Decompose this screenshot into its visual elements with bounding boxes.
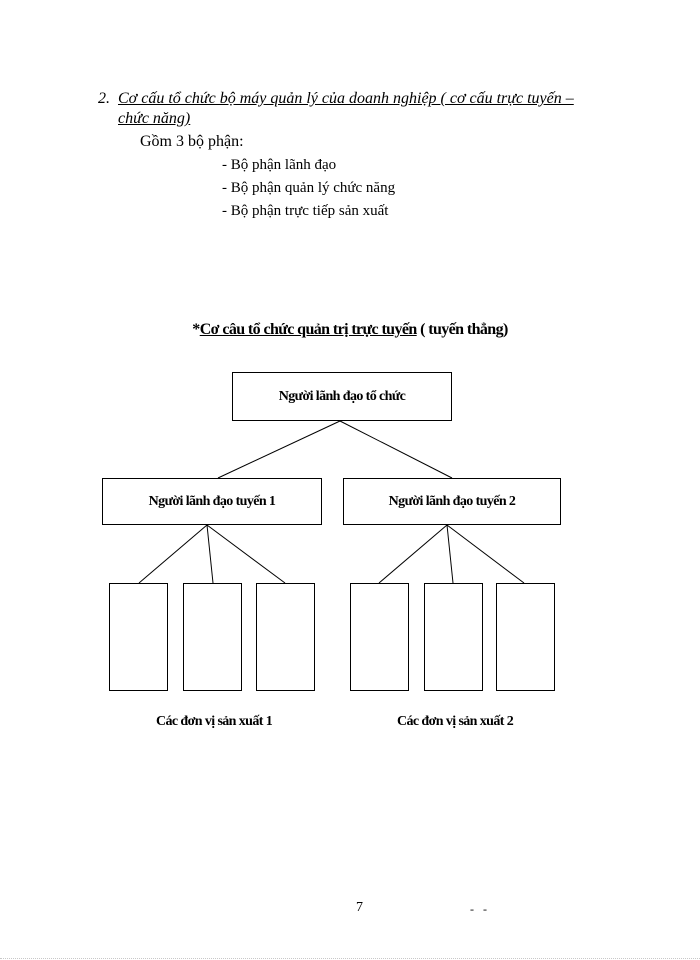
diagram-title-underlined: Cơ câu tổ chức quản trị trực tuyến — [199, 321, 417, 338]
connector-l2-a — [379, 525, 447, 583]
section-title-line1: Cơ cấu tổ chức bộ máy quản lý của doanh nghiệp ( cơ cấu trực tuyến – — [118, 90, 574, 107]
box-unit-1c — [256, 583, 315, 691]
connector-l1-c — [207, 525, 285, 583]
footer-dashes: - - — [470, 902, 490, 916]
section-title-line2: chức năng) — [118, 110, 191, 127]
bullet-item-production: - Bộ phận trực tiếp sản xuất — [222, 203, 389, 219]
connector-l1-b — [207, 525, 213, 583]
bullet-item-management: - Bộ phận quản lý chức năng — [222, 180, 396, 196]
intro-text: Gồm 3 bộ phận: — [140, 133, 244, 150]
box-line-leader-1 — [102, 478, 322, 525]
box-unit-2c — [496, 583, 555, 691]
connector-l2-c — [447, 525, 524, 583]
caption-units-2: Các đơn vị sản xuất 2 — [397, 714, 514, 729]
box-org-leader-label: Người lãnh đạo tổ chức — [278, 388, 406, 404]
box-line-leader-2-label: Người lãnh đạo tuyến 2 — [388, 493, 516, 509]
diagram-title-prefix: * — [192, 321, 200, 338]
bullet-item-leadership: - Bộ phận lãnh đạo — [222, 157, 337, 173]
box-line-leader-2 — [343, 478, 561, 525]
connector-top-right — [340, 421, 452, 478]
connector-top-left — [218, 421, 340, 478]
section-number: 2. — [98, 90, 110, 107]
box-unit-2a — [350, 583, 409, 691]
page-number: 7 — [356, 900, 363, 915]
diagram-title-suffix: ( tuyến thẳng) — [416, 321, 508, 338]
box-unit-1b — [183, 583, 242, 691]
connector-l1-a — [139, 525, 207, 583]
box-line-leader-1-label: Người lãnh đạo tuyến 1 — [148, 493, 276, 509]
box-unit-2b — [424, 583, 483, 691]
connector-l2-b — [447, 525, 453, 583]
box-org-leader — [232, 372, 452, 421]
page-bottom-rule — [0, 958, 700, 959]
caption-units-1: Các đơn vị sản xuất 1 — [156, 714, 273, 729]
box-unit-1a — [109, 583, 168, 691]
